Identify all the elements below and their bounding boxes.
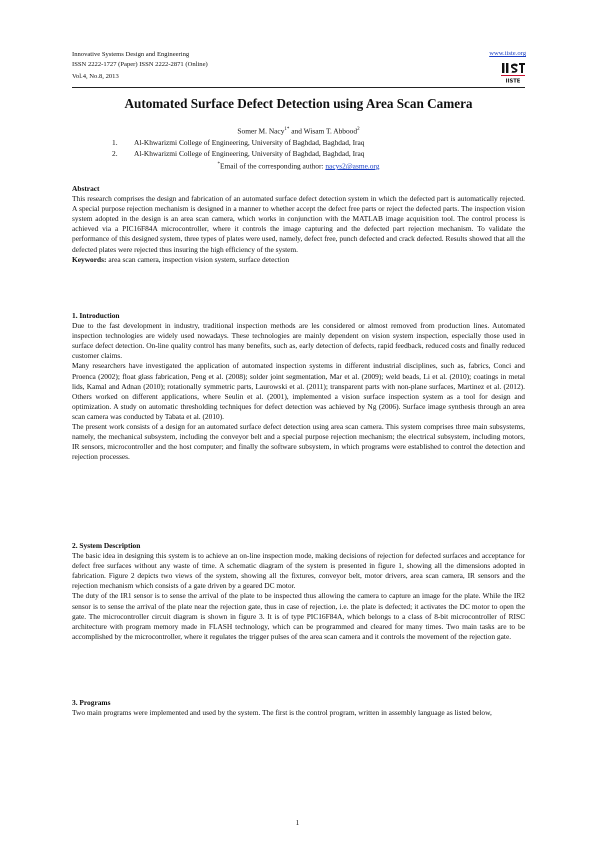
logo-text: IISTE (505, 78, 521, 84)
introduction-paragraph: Due to the fast development in industry, traditional inspection methods are les considered or almost removed from production lines. Automated inspection technologies are widely used nowadays. These technologies are mainly dependent on vision system inspection, especially those used in surface defect detection. On-line quality control has many benefits, such as, early detection of defects, rapid feedback, reduced costs and finally reduced customer claims. (72, 321, 525, 361)
programs-paragraph: Two main programs were implemented and used by the system. The first is the control program, written in assembly language as listed below, (72, 708, 492, 718)
introduction-section (72, 311, 525, 462)
programs-heading: 3. Programs (72, 698, 111, 707)
system-description-heading: 2. System Description (72, 541, 141, 550)
affiliation-number: 2. (112, 149, 118, 158)
affiliation-1 (112, 138, 365, 148)
introduction-paragraph: The present work consists of a design for an automated surface defect detection using area scan camera. This system comprises three main subsystems, namely, the mechanical subsystem, including the conveyor belt and a special purpose rejection mechanism; the electrical subsystem, including motors, IR sensors, microcontroller and the host computer; and finally the software subsystem, in which programs were established to control the detection and rejection processes. (72, 422, 525, 462)
abstract-heading: Abstract (72, 184, 100, 193)
email-superscript: * (217, 162, 221, 167)
author-1-superscript: 1* (284, 127, 290, 132)
keywords-text: area scan camera, inspection vision system, surface detection (108, 254, 290, 264)
keywords-line (72, 255, 525, 265)
author-1: Somer M. Nacy (237, 126, 285, 136)
system-description-paragraph: The basic idea in designing this system is to achieve an on-line inspection mode, making decisions of rejection for defected surfaces and acceptance for defect free surfaces without any waste of time. A schematic diagram of the system is presented in figure 1, showing all the dimensions adopted in fabrication. Figure 2 depicts two views of the system, showing all the fixtures, conveyor belt, motor drivers, area scan camera, IR sensors and the rejection mechanism which consists of a gate driven by a geared DC motor. (72, 551, 525, 591)
introduction-paragraph: Many researchers have investigated the application of automated inspection systems in different industrial disciplines, such as, fabrics, Conci and Proenca (2002); float glass fabrication, Peng et al. (2008); solder joint segmentation, Mar et al. (2009); weld beads, Li et al. (2010); coatings in metal lids, Kamal and Adnan (2010); rotationally symmetric parts, Laurowski et al. (2011); transparent parts with non-plane surfaces, Martinez et al. (2012). Others worked on different applications, where Seulin et al. (2001), implemented a vision surface inspection system as a tool for design and optimization. A study on automatic thresholding techniques for defect detection was achieved by Ng (2006). Surface image synthesis through an area scan camera was conducted by Tabata et al. (2010). (72, 361, 525, 421)
authors-line (72, 125, 525, 136)
email-line (72, 160, 525, 171)
introduction-heading: 1. Introduction (72, 311, 120, 320)
journal-website-link[interactable]: www.iiste.org (489, 50, 526, 57)
programs-section (72, 698, 525, 718)
journal-volume: Vol.4, No.8, 2013 (72, 73, 119, 80)
journal-name: Innovative Systems Design and Engineering (72, 51, 190, 58)
iiste-logo (500, 62, 526, 84)
journal-issn: ISSN 2222-1727 (Paper) ISSN 2222-2871 (Online) (72, 61, 208, 68)
keywords-label: Keywords: (72, 254, 109, 264)
paper-title: Automated Surface Defect Detection using Area Scan Camera (124, 96, 473, 111)
header-rule (72, 87, 525, 88)
system-description-paragraph: The duty of the IR1 sensor is to sense the arrival of the plate to be inspected thus allowing the camera to capture an image for the plate. While the IR2 sensor is to sense the arrival of the plate near the rejection gate, thus in case of rejection, i.e. the plate is defected; it activates the DC motor to open the gate. The microcontroller circuit diagram is shown in figure 3. It is of type PIC16F84A, which belongs to a class of 8-bit microcontroller of RISC architecture with program memory made in FLASH technology, which can be programmed and cleared for many times. Two main tasks are to be accomplished by the microcontroller, where it regulates the trigger pulses of the area scan camera and it controls the movement of the rejection gate. (72, 591, 525, 641)
abstract-text: This research comprises the design and fabrication of an automated surface defect detection system in which the defected part is automatically rejected. A special purpose rejection mechanism is designed in a manner to whether accept the defect free parts or reject the defected parts. The inspection vision system adopted in the design is an area scan camera, which works in conjunction with the MATLAB image acquisition tool. The control process is achieved via a PIC16F84A microcontroller, where it controls the image capturing and the defected part rejection mechanism. To validate the performance of this designed system, three types of plates were used, namely, defect free, punch defected and crack defected. Results showed that all the defected plates were rejected thus insuring the high efficiency of the system. (72, 194, 525, 254)
affiliation-2 (112, 149, 365, 159)
page-number: 1 (295, 818, 300, 827)
author-2: and Wisam T. Abbood (289, 126, 358, 136)
system-description-section (72, 541, 525, 642)
email-link[interactable]: nacys2@asme.org (325, 161, 380, 171)
affiliation-text: Al-Khwarizmi College of Engineering, University of Baghdad, Baghdad, Iraq (134, 149, 365, 158)
affiliation-number: 1. (112, 138, 118, 147)
author-2-superscript: 2 (357, 127, 360, 132)
affiliation-text: Al-Khwarizmi College of Engineering, University of Baghdad, Baghdad, Iraq (134, 138, 365, 147)
abstract-section (72, 184, 525, 265)
email-label: Email of the corresponding author: (220, 161, 326, 171)
